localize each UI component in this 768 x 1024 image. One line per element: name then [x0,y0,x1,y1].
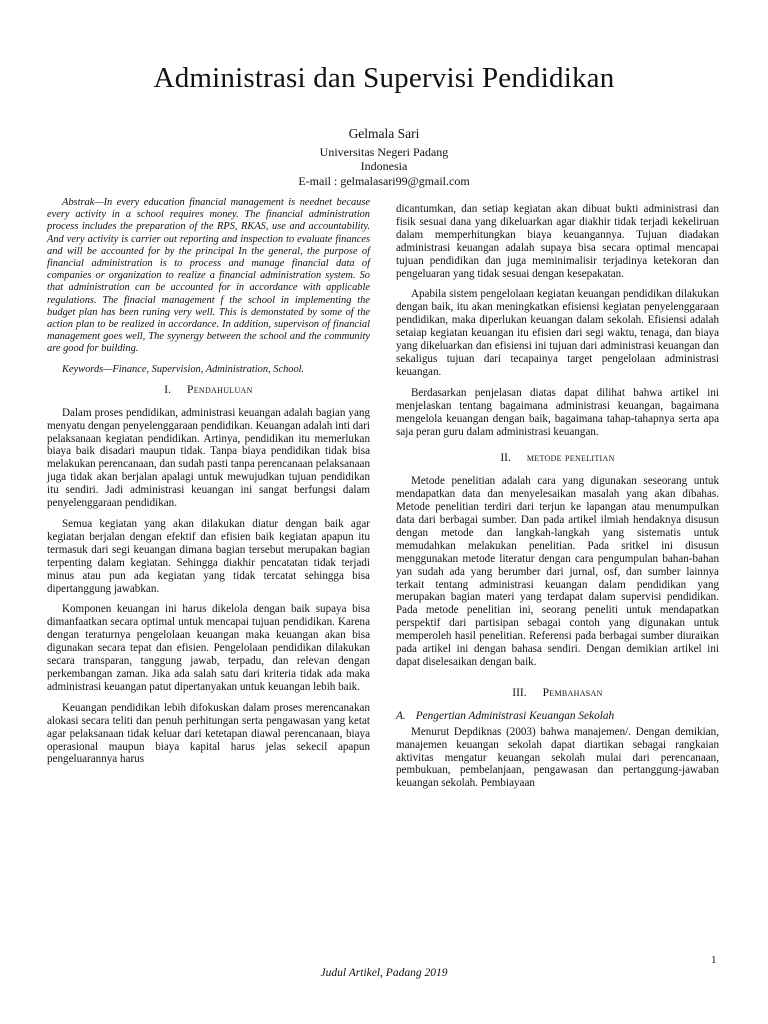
paragraph: Dalam proses pendidikan, administrasi keuangan adalah bagian yang menyatu dengan penyelenggaraan pendidikan. Keuangan adalah inti dari pelaksanaan kegiatan pendidikan. Artinya, pendidikan itu memerlukan biaya baik disadari maupun tidak. Tanpa biaya pendidikan tidak bisa melakukan perencanaan, dan sudah pasti tanpa perencanaan pelaksanaan juga tidak akan berjalan apalagi untuk mewujudkan tujuan pendidikan itu sendiri. Jadi administrasi keuangan ini sangat berfungsi dalam penyelenggaraan pendidikan. [47,406,370,510]
paragraph: Berdasarkan penjelasan diatas dapat dilihat bahwa artikel ini menjelaskan tentang bagaimana administrasi keuangan, bagaimana mengelola keuangan dengan baik, bagaimana tahap-tahapnya serta apa saja peran guru dalam administrasi keuangan. [396,386,719,438]
right-column [396,203,719,798]
author-affiliation: Universitas Negeri Padang [319,144,449,159]
paragraph: Keuangan pendidikan lebih difokuskan dalam proses merencanakan alokasi secara teliti dan penuh perhitungan serta pengawasan yang ketat agar pelaksanaan tidak keluar dari ketetapan diawal perencanaan, biaya operasional maupun biaya kapital harus jelas sekecil apapun pengeluarannya harus [47,701,370,766]
page-footer: Judul Artikel, Padang 2019 [320,967,448,979]
paragraph: Apabila sistem pengelolaan kegiatan keuangan pendidikan dilakukan dengan baik, itu akan meningkatkan efisiensi kegiatan penyelenggaraan pendidikan, maka diperlukan keuangan dalam sekolah. Efisiensi adalah setaiap kegiatan keuangan itu efisien dari segi waktu, tenaga, dan biaya yang dikeluarkan dan efisiensi ini tujuan dari administrasi keuangan dan sekaligus tujuan dari tecapainya target pengelolaan administrasi keuangan. [396,288,719,378]
author-email: E-mail : gelmalasari99@gmail.com [298,173,470,188]
abstract: Abstrak—In every education financial management is neednet because every activity in a school requires money. The financial administration process includes the preparation of the RPS, RKAS, use and accountability. And very activity is carrier out reporting and inspection to evaluate finances and will be accounted for by the principal In the general, the purpose of financial administration is to process and manage financial data of companies or organization to realize a financial administration system. So that administration can be accounted for in accordance with applicable regulations. The finacial management f the school in implementing the budget plan has been runing very well. This is demonstated by some of the action plan to be realized in accordance. In addition, supervison of financial management goes well, The syynergy between the school and the community are good for building. [47,197,370,355]
subsection-number: A. [396,709,406,722]
keywords: Keywords—Finance, Supervision, Administration, School. [62,363,305,375]
subsection-heading [396,710,719,723]
paper-title: Administrasi dan Supervisi Pendidikan [153,62,615,94]
author-country: Indonesia [360,159,408,173]
section-number: I. [164,383,171,396]
paragraph: dicantumkan, dan setiap kegiatan akan dibuat bukti administrasi dan fisik sesuai dana yang dikeluarkan agar diakhir tidak terjadi kekeliruan dalam memperhitungkan biaya keuangannya. Tujuan diadakan administrasi keuangan adalah supaya bisa secara optimal mencapai tujuan pendidikan dan juga meminimalisir terjadinya ketekoran dan pengeluaran yang tidak sesuai dengan kesepakatan. [396,203,719,280]
left-column [47,197,370,774]
section-heading-pendahuluan [47,384,370,397]
paragraph: Komponen keuangan ini harus dikelola dengan baik supaya bisa dimanfaatkan secara optimal untuk mencapai tujuan pendidikan. Karena dengan teraturnya pengelolaan keuangan maka keuangan akan bisa digunakan secara tepat dan efisien. Pengelolaan pendidikan dilakukan secara transparan, tanggung jawab, terpadu, dan relevan dengan perkembangan zaman. Jika ada salah satu dari kriteria tidak ada maka administrasi keuangan patut dipertanyakan untuk keuangan lebih baik. [47,603,370,693]
section-heading-metode [396,452,719,465]
subsection-title: Pengertian Administrasi Keuangan Sekolah [415,709,615,722]
section-title: metode penelitian [526,452,615,465]
section-number: II. [500,452,511,465]
author-name: Gelmala Sari [348,126,420,141]
paragraph: Semua kegiatan yang akan dilakukan diatur dengan baik agar kegiatan berjalan dengan efektif dan efisien baik kegiatan apapun itu termasuk dari segi keuangan dimana bagian tersebut merupakan bagian terpenting dalam kegiatan. Sehingga diakhir pencatatan tidak terjadi minus atau pun ada kegiatan yang tidak tercatat sehingga bisa dipertanggung jawabkan. [47,518,370,595]
page-number: 1 [711,954,717,966]
author-block [0,127,768,188]
section-heading-pembahasan [396,687,719,700]
paragraph: Menurut Depdiknas (2003) bahwa manajemen/. Dengan demikian, manajemen keuangan sekolah dapat diartikan sebagai rangkaian aktivitas mengatur keuangan sekolah mulai dari perencanaan, pembukuan, pembelanjaan, pengawasan dan pertanggung-jawaban keuangan sekolah. Pembiayaan [396,725,719,790]
section-title: Pendahuluan [187,383,253,396]
section-number: III. [512,686,527,699]
section-title: Pembahasan [542,686,603,699]
paragraph: Metode penelitian adalah cara yang digunakan seseorang untuk mendapatkan data dan menyelesaikan masalah yang akan dibahas. Metode penelitian terdiri dari terjun ke lapangan atau menumpulkan data dari berbagai sumber. Dan pada artikel ilmiah hendaknya disusun dengan metode dan langkah-langkah yang sistematis untuk memudahkan melakukan penelitian. Pada sritkel ini disusun menggunakan metode literatur dengan cara pengumpulan bahan-bahan yan sudah ada yang berumber dari jurnal, osf, dan sumber lainnya terkait tentang administrasi keuangan dalam pendidikan yang merupakan bagian materi yang terdapat dalam supervisi pendidikan. Pada metode penelitian ini, seorang peneliti untuk mendapatkan perspektif dari partisipan sebagai contoh yang digunakan untuk memperoleh hasil penelitian. Referensi pada berbagai sumber diuraikan pada artikel ini dengan bahasa sendiri. Dengan demikian artikel ini dapat diselesaikan dengan baik. [396,475,719,668]
